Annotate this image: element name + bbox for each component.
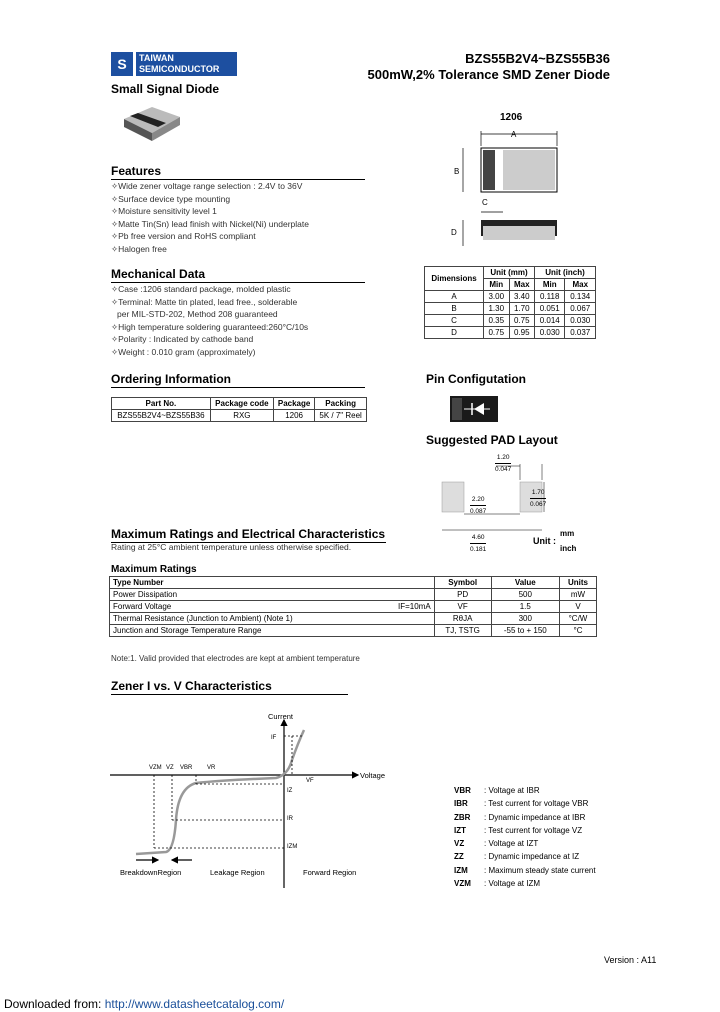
list-item: VZ : Voltage at IZT [454,839,539,849]
max-ratings-subtitle: Maximum Ratings [111,564,197,575]
table-row: Power Dissipation PD 500 mW [110,589,597,601]
category-label: Small Signal Diode [111,82,220,96]
label-vr: VR [207,765,216,771]
features-title: Features [111,164,365,180]
breakdown-region-label: BreakdownRegion [120,868,182,877]
mechanical-list [111,283,371,358]
list-item: ✧Moisture sensitivity level 1 [111,206,217,216]
list-item: ✧Matte Tin(Sn) lead finish with Nickel(Ni) underplate [111,218,309,229]
footer-prefix: Downloaded from: [4,997,102,1011]
chart-title: Zener I vs. V Characteristics [111,679,348,695]
label-vbr: VBR [180,765,193,771]
list-item: ✧Terminal: Matte tin plated, lead free., solderable [111,296,298,307]
ratings-title: Maximum Ratings and Electrical Characteristics [111,527,386,541]
pad-total-dim: 4.60 0.181 [470,534,487,553]
pad-height-dim: 1.70 0.067 [530,489,547,508]
table-row: D 0.75 0.95 0.030 0.037 [425,327,596,339]
version-label: Version : A11 [604,955,657,965]
list-item: VZM : Voltage at IZM [454,879,541,889]
list-item: ✧Weight : 0.010 gram (approximately) [111,346,256,357]
pad-width-dim: 1.20 0.047 [495,454,512,473]
label-vz: VZ [166,765,174,771]
list-item: per MIL-STD-202, Method 208 guaranteed [117,309,278,319]
table-row: C 0.35 0.75 0.014 0.030 [425,315,596,327]
table-row: BZS55B2V4~BZS55B36 RXG 1206 5K / 7" Reel [112,410,367,422]
y-axis-label: Current [268,712,294,721]
ordering-title: Ordering Information [111,372,365,388]
leakage-region-label: Leakage Region [210,868,265,877]
forward-region-label: Forward Region [303,868,357,877]
list-item: ✧Wide zener voltage range selection : 2.4V to 36V [111,181,303,191]
label-iz: IZ [287,788,293,794]
list-item: IZT : Test current for voltage VZ [454,825,583,835]
footer [4,997,284,1011]
product-photo [116,103,188,145]
label-izm: IZM [287,844,298,850]
pin-config-diagram [450,396,498,422]
pad-layout-title: Suggested PAD Layout [426,433,558,447]
features-list [111,180,371,255]
list-item: ✧Surface device type mounting [111,193,231,204]
table-row: Thermal Resistance (Junction to Ambient) (Note 1) RθJA 300 °C/W [110,613,597,625]
list-item: ✧Polarity : Indicated by cathode band [111,334,254,344]
pad-gap-dim: 2.20 0.087 [470,496,487,515]
list-item: IBR : Test current for voltage VBR [454,799,589,809]
list-item: IZM : Maximum steady state current [454,865,596,875]
footer-link[interactable]: http://www.datasheetcatalog.com/ [104,997,285,1011]
pin-config-title: Pin Configutation [426,372,526,386]
dim-b-label: B [454,167,460,176]
label-vf: VF [306,778,314,784]
logo-text: TAIWAN SEMICONDUCTOR [136,52,237,76]
logo-mark: S [111,52,133,76]
ratings-note: Rating at 25°C ambient temperature unless otherwise specified. [111,542,352,552]
footnote: Note:1. Valid provided that electrodes are kept at ambient temperature [111,654,360,663]
unit-label: Unit : [533,536,556,546]
ordering-table: Part No. Package code Package Packing BZS55B2V4~BZS55B36 RXG 1206 5K / 7" Reel [111,397,367,422]
dimensions-table: Dimensions Unit (mm) Unit (inch) Min Max Min Max A 3.00 3.40 0.118 0.134 B 1.30 1.70 0.051 0.067 C 0.35 0.75 0.014 0.030 D 0.75 0.95 0.030 0.037 [424,266,596,339]
company-logo [111,52,237,76]
list-item: ✧Halogen free [111,243,167,254]
unit-mm: mm [560,529,575,538]
th-dimensions: Dimensions [425,267,484,291]
list-item: ✧Case :1206 standard package, molded plastic [111,284,291,294]
mechanical-title: Mechanical Data [111,267,365,283]
ratings-table: Type Number Symbol Value Units Power Dissipation PD 500 mW Forward Voltage IF=10mA VF 1.5 V Thermal Resistance (Junction to Ambient) (Note 1) RθJA 300 °C/W Junction and Storage Temperature Range TJ, TSTG -55 to + 150 °C [109,576,597,637]
label-vzm: VZM [149,765,162,771]
list-item: ✧High temperature soldering guaranteed:260°C/10s [111,321,309,332]
package-label: 1206 [500,112,523,123]
product-subtitle: 500mW,2% Tolerance SMD Zener Diode [367,67,610,82]
package-outline-drawing [445,128,565,250]
label-if: IF [271,735,277,741]
part-range: BZS55B2V4~BZS55B36 [465,51,610,66]
label-ir: IR [287,816,293,822]
table-row: Junction and Storage Temperature Range TJ, TSTG -55 to + 150 °C [110,625,597,637]
dim-c-label: C [482,198,488,207]
list-item: ZBR : Dynamic impedance at IBR [454,812,586,822]
list-item: ZZ : Dynamic impedance at IZ [454,852,580,862]
list-item: ✧Pb free version and RoHS compliant [111,231,256,241]
table-row: Forward Voltage IF=10mA VF 1.5 V [110,601,597,613]
table-row: B 1.30 1.70 0.051 0.067 [425,303,596,315]
x-axis-label: Voltage [360,771,386,780]
symbol-legend [454,784,624,890]
document-title [368,51,611,83]
table-row: A 3.00 3.40 0.118 0.134 [425,291,596,303]
list-item: VBR : Voltage at IBR [454,786,540,795]
dim-a-label: A [511,130,517,139]
unit-inch: inch [560,544,577,553]
dim-d-label: D [451,228,457,237]
